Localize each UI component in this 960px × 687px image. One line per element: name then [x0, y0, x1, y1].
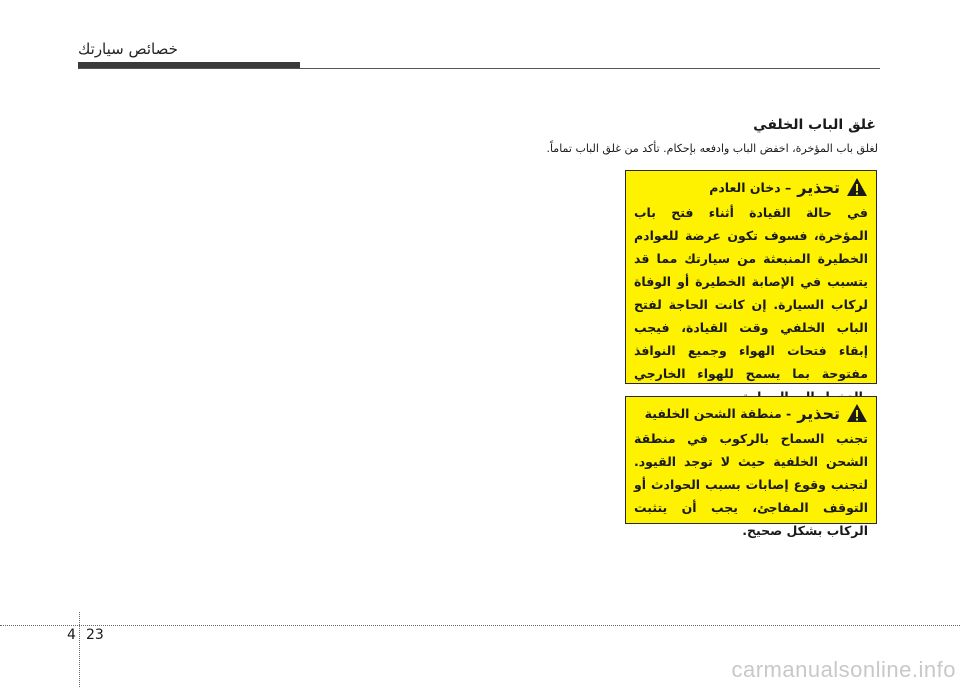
chapter-header-title: خصائص سيارتك	[78, 40, 178, 58]
warning-box-cargo-area	[625, 396, 877, 538]
warning-subject: – دخان العادم	[709, 179, 792, 195]
warning-body-text: في حالة القيادة أثناء فتح باب المؤخرة، فسوف تكون عرضة للعوادم الخطيرة المنبعثة من سيارتك مما قد يتسبب في الإصابة الخطيرة أو الوفاة لركاب السيارة. إن كانت الحاجة لفتح الباب الخلفي وقت القيادة، فيجب إبقاء فتحات الهواء وجميع النوافذ مفتوحة بما يسمح للهواء الخارجي	[634, 205, 868, 381]
warning-subject: - منطقة الشحن الخلفية	[644, 405, 792, 421]
footer-divider	[0, 625, 960, 626]
watermark-text: carmanualsonline.info	[731, 657, 956, 682]
header-divider	[78, 68, 880, 69]
chapter-number: 4	[67, 627, 76, 643]
page-number: 23	[86, 627, 104, 643]
footer-page-separator	[79, 612, 80, 687]
warning-body-text: تجنب السماح بالركوب في منطقة الشحن الخلفية حيث لا توجد القيود. لتجنب وقوع إصابات بسبب الحوادث أو التوقف المفاجئ، يجب أن يتثبت الركاب بشكل صحيح.	[634, 431, 868, 538]
warning-box-exhaust	[625, 170, 877, 384]
section-title: غلق الباب الخلفي	[753, 117, 876, 133]
warning-triangle-icon	[846, 403, 868, 423]
warning-heading	[634, 403, 868, 423]
warning-triangle-icon	[846, 177, 868, 197]
warning-label: تحذير	[797, 403, 840, 423]
warning-label: تحذير	[797, 177, 840, 197]
section-intro-text: لغلق باب المؤخرة، اخفض الباب وادفعه بإحكام. تأكد من غلق الباب تماماً.	[546, 142, 878, 155]
warning-heading	[634, 177, 868, 197]
